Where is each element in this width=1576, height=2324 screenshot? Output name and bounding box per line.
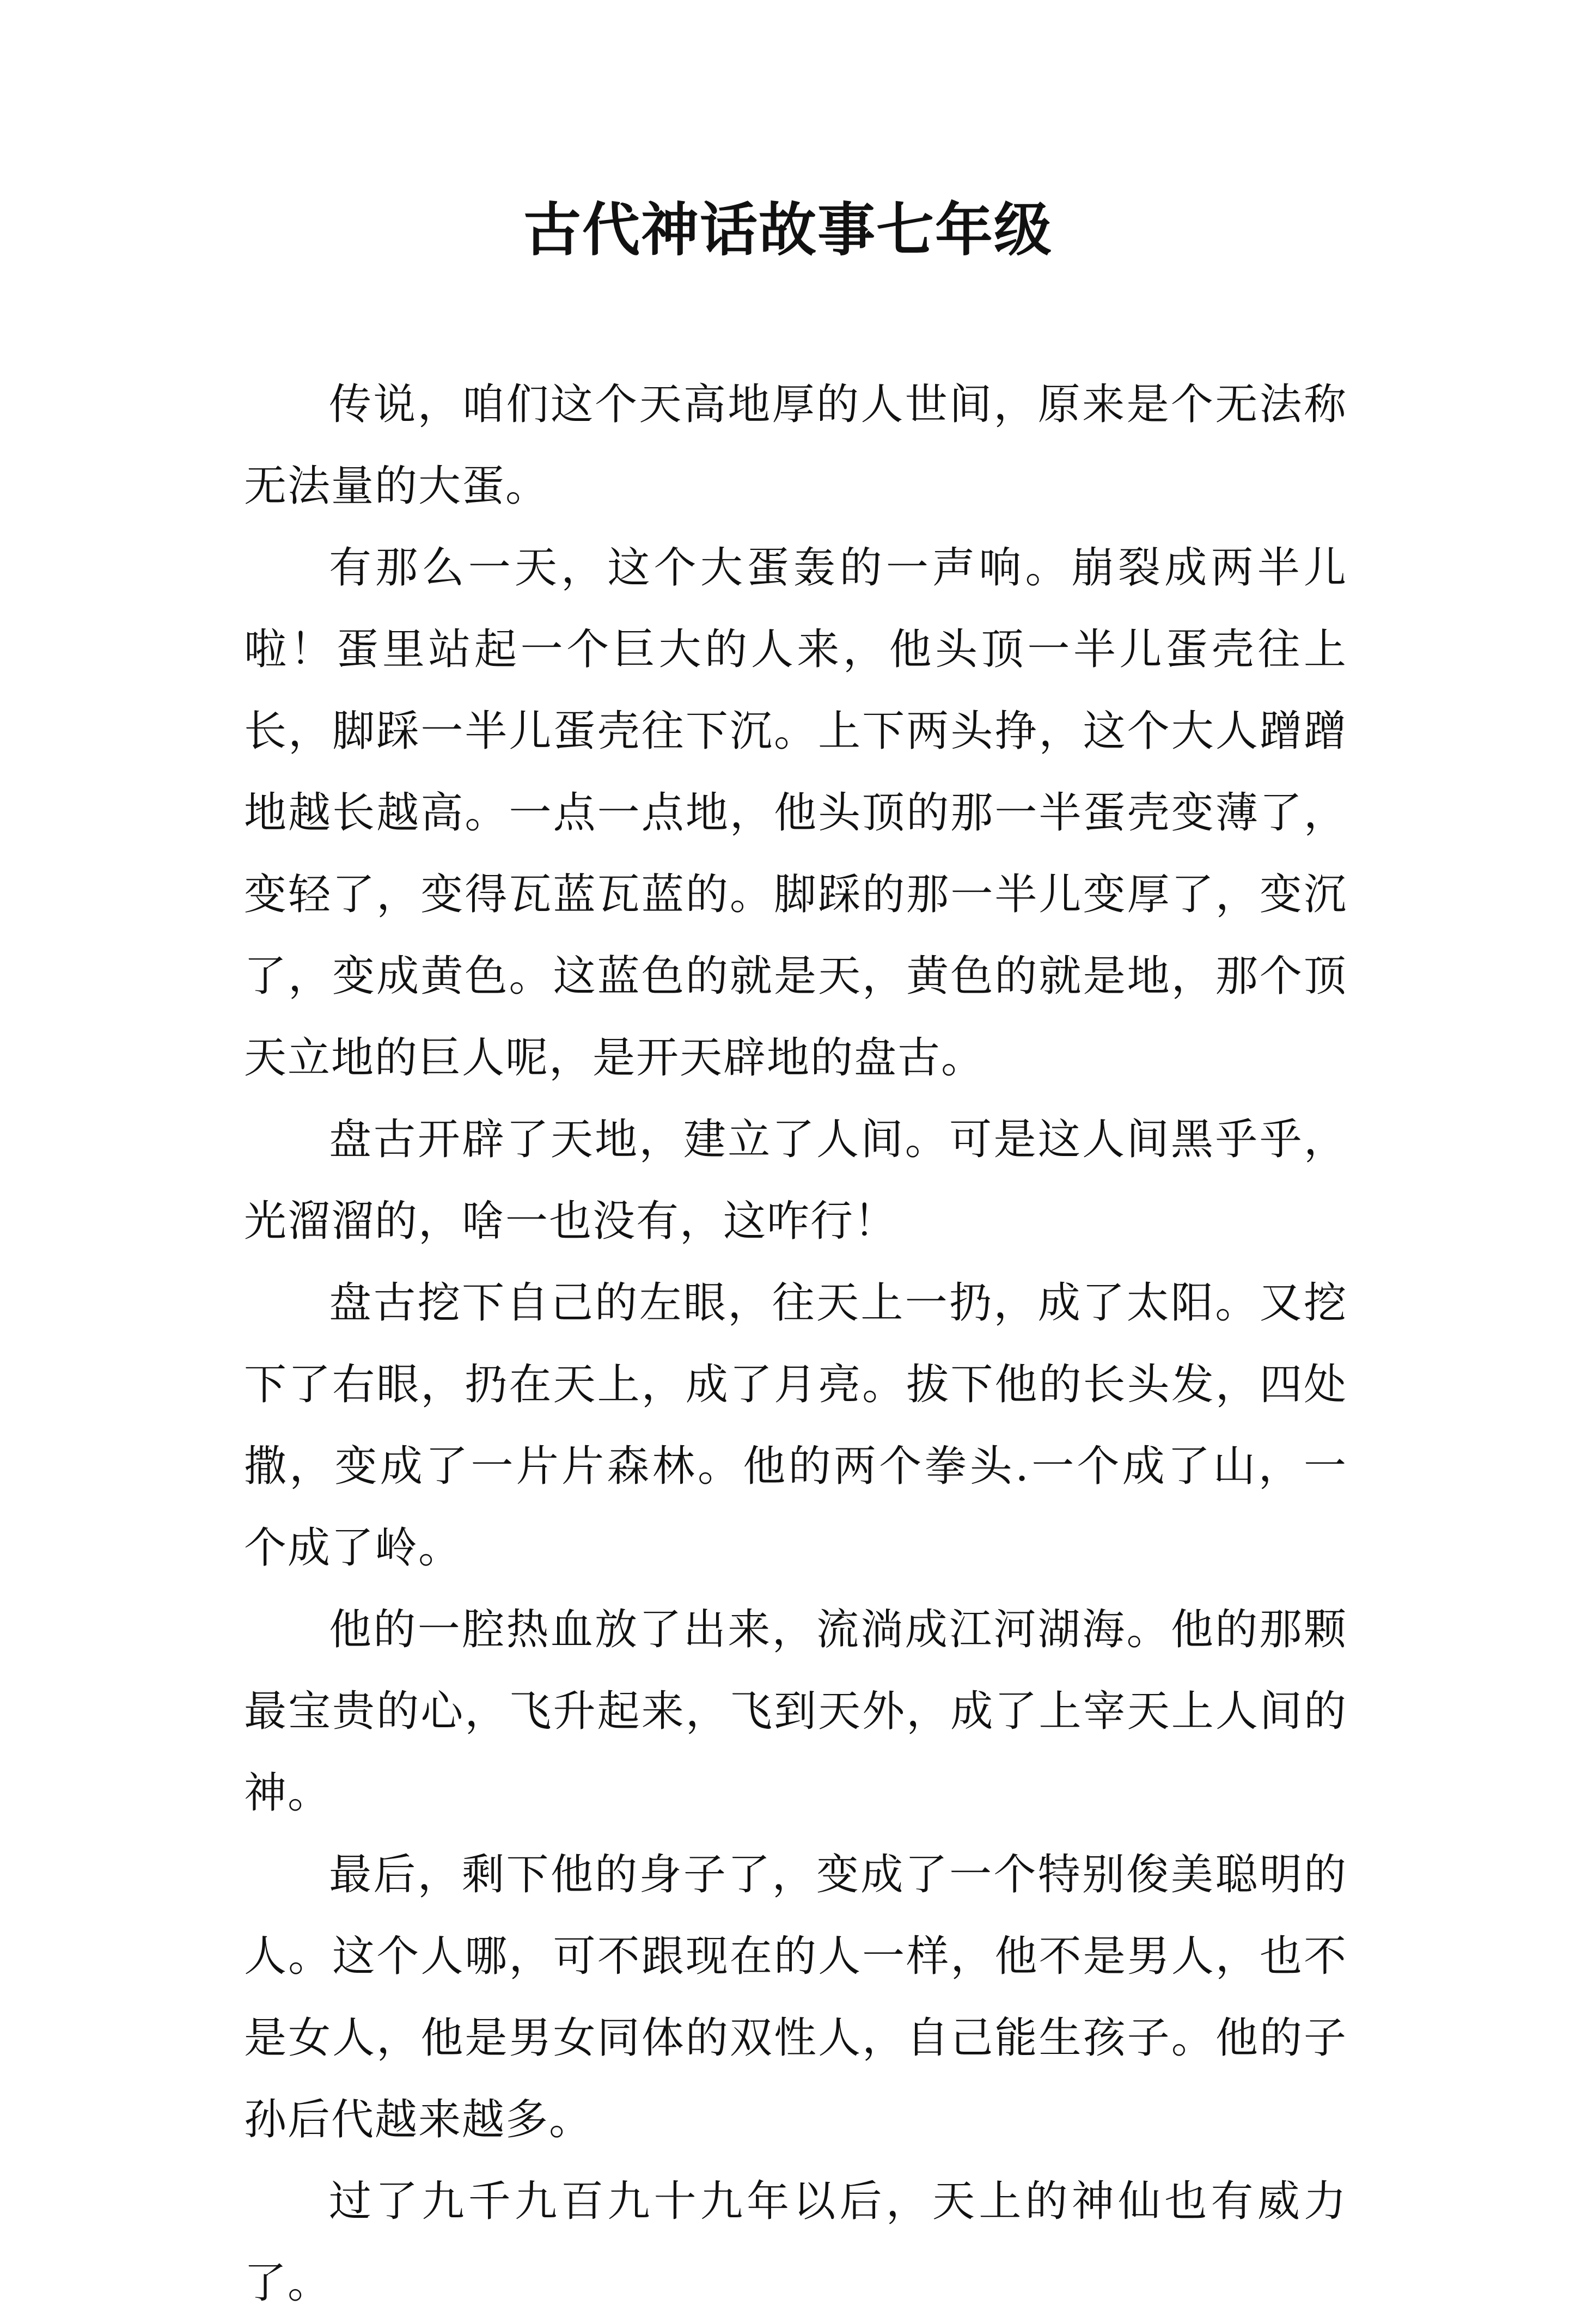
paragraph: 盘古挖下自己的左眼，往天上一扔，成了太阳。又挖下了右眼，扔在天上，成了月亮。拔下他的长头发，四处撒，变成了一片片森林。他的两个拳头.一个成了山，一个成了岭。 <box>244 1279 1347 1573</box>
document-body <box>244 364 1347 2324</box>
document-title: 古代神话故事七年级 <box>523 195 1053 264</box>
paragraph: 有那么一天，这个大蛋轰的一声响。崩裂成两半儿啦！蛋里站起一个巨大的人来，他头顶一半儿蛋壳往上长，脚踩一半儿蛋壳往下沉。上下两头挣，这个大人蹭蹭地越长越高。一点一点地，他头顶的那一半蛋壳变薄了，变轻了，变得瓦蓝瓦蓝的。脚踩的那一半儿变厚了，变沉了，变成黄色。这蓝色的就是天，黄色的就是地，那个顶天立地的巨人呢，是开天辟地的盘古。 <box>244 543 1347 1083</box>
paragraph: 最后，剩下他的身子了，变成了一个特别俊美聪明的人。这个人哪，可不跟现在的人一样，他不是男人，也不是女人，他是男女同体的双性人，自己能生孩子。他的子孙后代越来越多。 <box>244 1850 1347 2144</box>
paragraph: 传说，咱们这个天高地厚的人世间，原来是个无法称无法量的大蛋。 <box>244 380 1347 511</box>
paragraph: 他的一腔热血放了出来，流淌成江河湖海。他的那颗最宝贵的心，飞升起来，飞到天外，成了上宰天上人间的神。 <box>244 1605 1347 1818</box>
paragraph: 过了九千九百九十九年以后，天上的神仙也有威力了。 <box>244 2177 1347 2308</box>
paragraph: 盘古开辟了天地，建立了人间。可是这人间黑乎乎，光溜溜的，啥一也没有，这咋行！ <box>244 1115 1347 1246</box>
